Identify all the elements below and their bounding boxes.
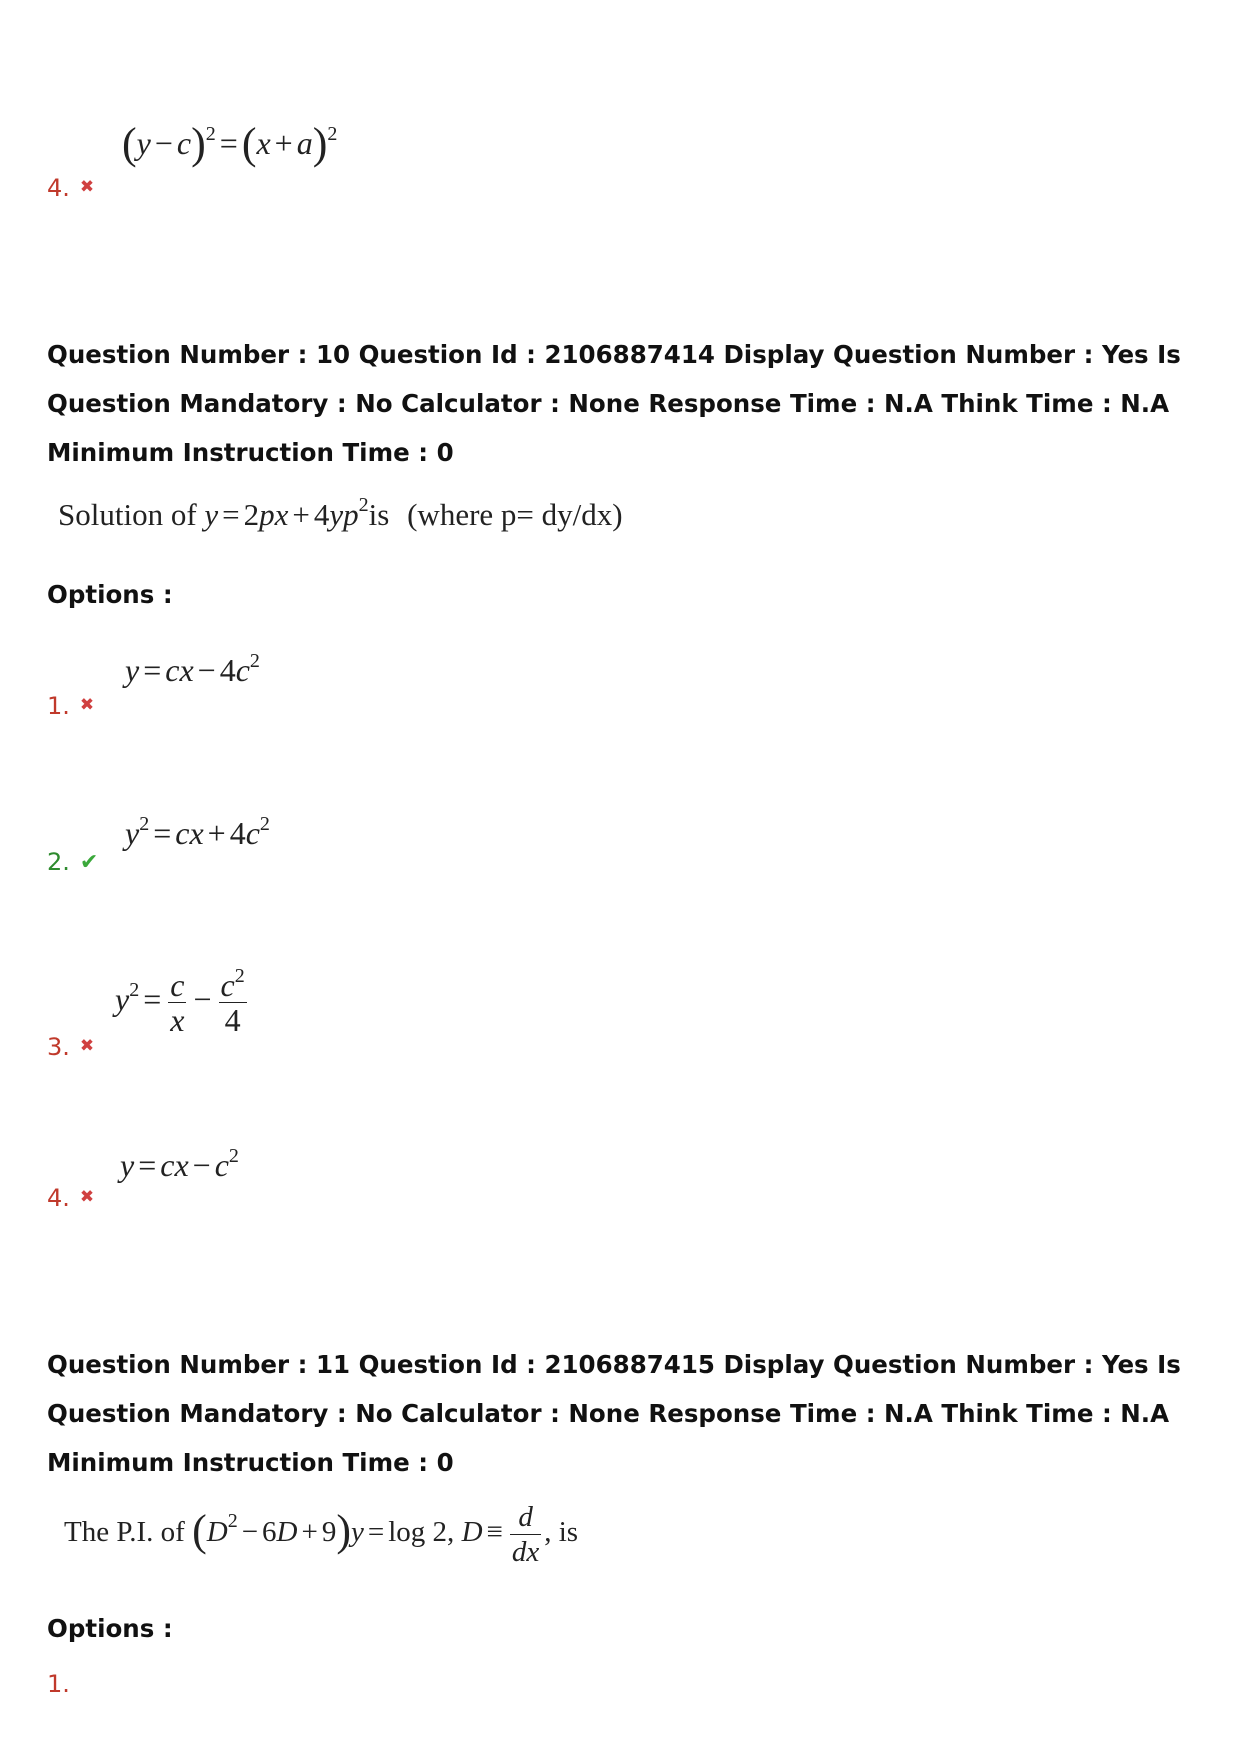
question-prefix: The P.I. of — [64, 1516, 185, 1549]
formula-render: $(D^2 - 6D + 9)y = \log 2$, D ≡ $\frac{d}{dx}$ , is — [192, 1501, 579, 1568]
cross-icon: ✖ — [79, 1187, 95, 1207]
option-3-formula — [115, 965, 250, 1038]
cross-icon: ✖ — [79, 695, 95, 715]
option-number: 1. — [47, 692, 70, 720]
cross-icon: ✖ — [79, 1036, 95, 1056]
option-1[interactable] — [47, 1672, 70, 1696]
question-10-text — [58, 494, 623, 533]
option-number: 4. — [47, 174, 70, 202]
formula-text-store — [0, 0, 1, 1]
options-label: Options : — [47, 1614, 173, 1643]
formula-render: $y^2$ = $\frac{c}{x}$ − $\frac{c^2}{4}$ — [115, 965, 245, 1038]
option-2[interactable] — [47, 850, 98, 875]
question-prefix: Solution of — [58, 497, 197, 532]
option-number: 2. — [47, 848, 70, 876]
option-1[interactable] — [47, 693, 94, 718]
option-2-formula — [125, 815, 270, 852]
formula-render: $y^2$ = cx + $4c^2$ — [125, 813, 270, 851]
formula-render: y = cx − $c^2$ — [120, 1145, 239, 1183]
question-11-text — [64, 1500, 578, 1569]
option-1-formula — [125, 652, 260, 689]
question-10-meta: Question Number : 10 Question Id : 2106887414 Display Question Number : Yes Is Question Mandatory : No Calculator : None Response Time : N.A Think Time : N.A Minimum Instruction Time : 0 — [47, 340, 1181, 467]
option-4-formula — [120, 1147, 239, 1184]
option-3[interactable] — [47, 1034, 94, 1059]
question-note: (where p= dy/dx) — [407, 497, 623, 532]
option-4[interactable] — [47, 1185, 94, 1210]
formula-render: $(y - c)^2 =(x + a)^2$ — [122, 119, 338, 168]
prev-option-4-formula — [122, 118, 337, 169]
option-number: 3. — [47, 1033, 70, 1061]
formula-render: $y = 2px + 4yp^2is$ — [204, 494, 390, 532]
prev-option-4[interactable] — [47, 175, 94, 200]
question-11-meta: Question Number : 11 Question Id : 2106887415 Display Question Number : Yes Is Question Mandatory : No Calculator : None Response Time : N.A Think Time : N.A Minimum Instruction Time : 0 — [47, 1350, 1181, 1477]
formula-render: y = cx − $4c^2$ — [125, 650, 260, 688]
options-label: Options : — [47, 580, 173, 609]
option-number: 1. — [47, 1670, 70, 1698]
option-number: 4. — [47, 1184, 70, 1212]
check-icon: ✔ — [79, 850, 99, 875]
prev-option-4-formula-text — [0, 0, 1, 1]
cross-icon: ✖ — [79, 177, 95, 197]
